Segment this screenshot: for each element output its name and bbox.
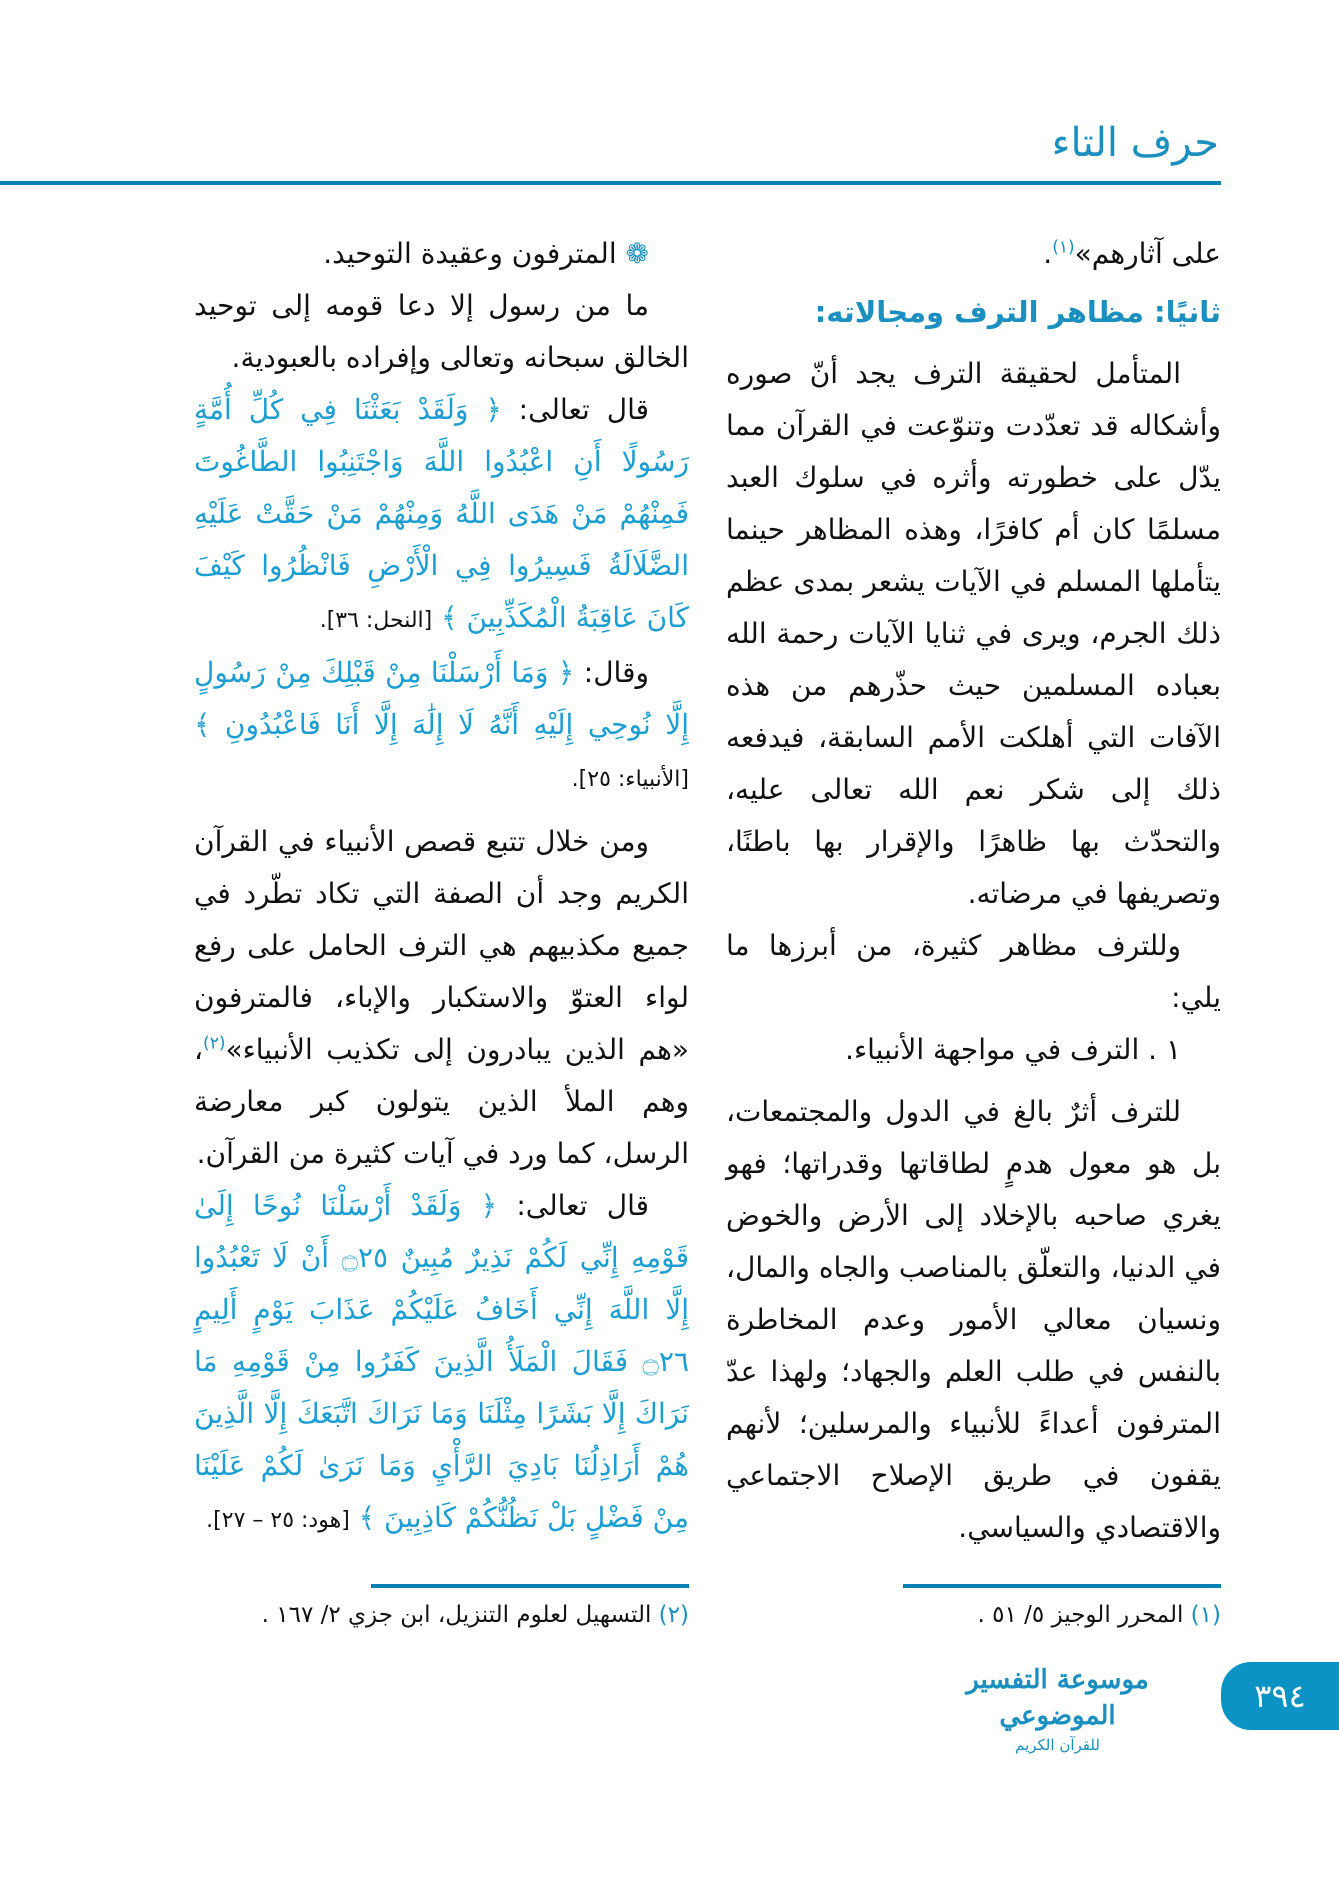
- page-number: ٣٩٤: [1221, 1662, 1339, 1730]
- footnote-divider: [371, 1584, 689, 1588]
- encyclopedia-logo: موسوعة التفسير الموضوعي للقرآن الكريم: [966, 1665, 1149, 1754]
- left-column: [194, 228, 689, 1547]
- paragraph: وللترف مظاهر كثيرة، من أبرزها ما يلي:: [726, 929, 1221, 1014]
- verse-reference: [الأنبياء: ٢٥].: [571, 767, 689, 792]
- footnote-ref-1[interactable]: (١): [1052, 237, 1075, 258]
- section-heading: ثانيًا: مظاهر الترف ومجالاته:: [814, 295, 1221, 329]
- page-footer: [0, 1652, 1339, 1772]
- page-header: [0, 0, 1339, 190]
- paragraph: للترف أثرٌ بالغ في الدول والمجتمعات، بل هو معول هدمٍ لطاقاتها وقدراتها؛ فهو يغري صاحبه بالإخلاد إلى الأرض والخوض في الدنيا، والتعلّق بالمناصب والجاه والمال، ونسيان معالي الأمور وعدم المخاطرة بالنفس في طلب العلم والجهاد؛ ولهذا عدّ المترفون أعداءً للأنبياء والمرسلين؛ لأنهم يقفون في طريق الإصلاح الاجتماعي والاقتصادي والسياسي.: [726, 1095, 1221, 1544]
- paragraph-continuation: على آثارهم»$^{(١)}$.: [1043, 237, 1221, 270]
- footnote-box-2: [194, 1584, 689, 1632]
- footnote-divider: [903, 1584, 1221, 1588]
- subheading: ❁ المترفون وعقيدة التوحيد.: [323, 237, 649, 270]
- quran-verse: ﴿ وَلَقَدْ أَرْسَلْنَا نُوحًا إِلَىٰ قَوْمِهِ إِنِّي لَكُمْ نَذِيرٌ مُبِينٌ ۝٢٥ أَنْ لَا تَعْبُدُوا إِلَّا اللَّهَ إِنِّي أَخَافُ عَلَيْكُمْ عَذَابَ يَوْمٍ أَلِيمٍ ۝٢٦ فَقَالَ الْمَلَأُ الَّذِينَ كَفَرُوا مِنْ قَوْمِهِ مَا نَرَاكَ إِلَّا بَشَرًا مِثْلَنَا وَمَا نَرَاكَ اتَّبَعَكَ إِلَّا الَّذِينَ هُمْ أَرَاذِلُنَا بَادِيَ الرَّأْيِ وَمَا نَرَىٰ لَكُمْ عَلَيْنَا مِنْ فَضْلٍ بَلْ نَظُنُّكُمْ كَاذِبِينَ ﴾: [194, 1189, 690, 1534]
- quran-quote: قال تعالى: ﴿ وَلَقَدْ بَعَثْنَا فِي كُلِّ أُمَّةٍ رَسُولًا أَنِ اعْبُدُوا اللَّهَ وَاجْتَنِبُوا الطَّاغُوتَ فَمِنْهُمْ مَنْ هَدَى اللَّهُ وَمِنْهُمْ مَنْ حَقَّتْ عَلَيْهِ الضَّلَالَةُ فَسِيرُوا فِي الْأَرْضِ فَانْظُرُوا كَيْفَ كَانَ عَاقِبَةُ الْمُكَذِّبِينَ ﴾ [النحل: ٣٦].: [194, 393, 690, 634]
- footnote-1: (١) المحرر الوجيز ٥/ ٥١ .: [977, 1602, 1221, 1628]
- footnote-ref-2[interactable]: (٢): [203, 1033, 226, 1054]
- verse-reference: [النحل: ٣٦].: [319, 608, 433, 633]
- quran-quote: وقال: ﴿ وَمَا أَرْسَلْنَا مِنْ قَبْلِكَ مِنْ رَسُولٍ إِلَّا نُوحِي إِلَيْهِ أَنَّهُ لَا إِلَٰهَ إِلَّا أَنَا فَاعْبُدُونِ ﴾ [الأنبياء: ٢٥].: [194, 656, 689, 792]
- footnotes: [194, 1584, 1221, 1632]
- numbered-heading: ١ . الترف في مواجهة الأنبياء.: [845, 1033, 1181, 1066]
- quran-verse: ﴿ وَمَا أَرْسَلْنَا مِنْ قَبْلِكَ مِنْ رَسُولٍ إِلَّا نُوحِي إِلَيْهِ أَنَّهُ لَا إِلَٰهَ إِلَّا أَنَا فَاعْبُدُونِ ﴾: [194, 656, 689, 741]
- paragraph: ومن خلال تتبع قصص الأنبياء في القرآن الكريم وجد أن الصفة التي تكاد تطّرد في جميع مكذبيهم هي الترف الحامل على رفع لواء العتوّ والاستكبار والإباء، فالمترفون «هم الذين يبادرون إلى تكذيب الأنبياء»$^{(٢)}$، وهم الملأ الذين يتولون كبر معارضة الرسل، كما ورد في آيات كثيرة من القرآن.: [194, 825, 689, 1170]
- chapter-title: حرف التاء: [1051, 120, 1219, 166]
- quran-verse: ﴿ وَلَقَدْ بَعَثْنَا فِي كُلِّ أُمَّةٍ رَسُولًا أَنِ اعْبُدُوا اللَّهَ وَاجْتَنِبُوا الطَّاغُوتَ فَمِنْهُمْ مَنْ هَدَى اللَّهُ وَمِنْهُمْ مَنْ حَقَّتْ عَلَيْهِ الضَّلَالَةُ فَسِيرُوا فِي الْأَرْضِ فَانْظُرُوا كَيْفَ كَانَ عَاقِبَةُ الْمُكَذِّبِينَ ﴾: [194, 393, 690, 634]
- paragraph: ما من رسول إلا دعا قومه إلى توحيد الخالق سبحانه وتعالى وإفراده بالعبودية.: [194, 289, 689, 374]
- quran-quote: قال تعالى: ﴿ وَلَقَدْ أَرْسَلْنَا نُوحًا إِلَىٰ قَوْمِهِ إِنِّي لَكُمْ نَذِيرٌ مُبِينٌ ۝٢٥ أَنْ لَا تَعْبُدُوا إِلَّا اللَّهَ إِنِّي أَخَافُ عَلَيْكُمْ عَذَابَ يَوْمٍ أَلِيمٍ ۝٢٦ فَقَالَ الْمَلَأُ الَّذِينَ كَفَرُوا مِنْ قَوْمِهِ مَا نَرَاكَ إِلَّا بَشَرًا مِثْلَنَا وَمَا نَرَاكَ اتَّبَعَكَ إِلَّا الَّذِينَ هُمْ أَرَاذِلُنَا بَادِيَ الرَّأْيِ وَمَا نَرَىٰ لَكُمْ عَلَيْنَا مِنْ فَضْلٍ بَلْ نَظُنُّكُمْ كَاذِبِينَ ﴾ [هود: ٢٥ – ٢٧].: [194, 1189, 690, 1534]
- verse-reference: [هود: ٢٥ – ٢٧].: [206, 1508, 350, 1533]
- paragraph: المتأمل لحقيقة الترف يجد أنّ صوره وأشكاله قد تعدّدت وتنوّعت في القرآن مما يدّل على خطورته وأثره في سلوك العبد مسلمًا كان أم كافرًا، وهذه المظاهر حينما يتأملها المسلم في الآيات يشعر بمدى عظم ذلك الجرم، ويرى في ثنايا الآيات رحمة الله بعباده المسلمين حيث حذّرهم من هذه الآفات التي أهلكت الأمم السابقة، فيدفعه ذلك إلى شكر نعم الله تعالى عليه، والتحدّث بها ظاهرًا والإقرار بها باطنًا، وتصريفها في مرضاته.: [726, 357, 1221, 910]
- right-column: [726, 228, 1221, 1554]
- header-divider: [0, 181, 1221, 185]
- flower-bullet-icon: ❁: [625, 237, 649, 270]
- footnote-box-1: [726, 1584, 1221, 1632]
- body-columns: [194, 228, 1221, 1554]
- footnote-2: (٢) التسهيل لعلوم التنزيل، ابن جزي ٢/ ١٦٧ .: [261, 1602, 689, 1628]
